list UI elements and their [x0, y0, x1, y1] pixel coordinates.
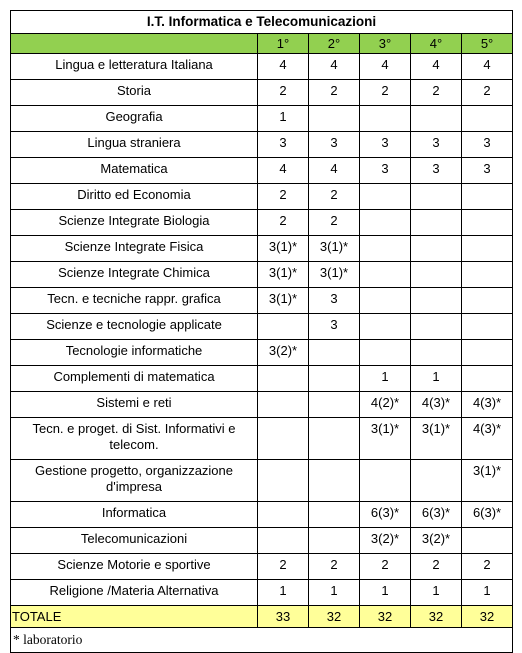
subject-cell: Scienze e tecnologie applicate — [11, 314, 258, 340]
year-header-1: 1° — [258, 34, 309, 54]
hours-cell: 2 — [360, 80, 411, 106]
table-title: I.T. Informatica e Telecomunicazioni — [11, 11, 513, 34]
subject-cell: Scienze Integrate Fisica — [11, 236, 258, 262]
table-row — [11, 392, 513, 418]
hours-cell: 2 — [258, 210, 309, 236]
hours-cell: 1 — [411, 366, 462, 392]
hours-cell — [462, 236, 513, 262]
hours-cell: 4 — [309, 54, 360, 80]
total-hours-cell: 33 — [258, 606, 309, 628]
table-row — [11, 366, 513, 392]
hours-cell — [360, 184, 411, 210]
total-label: TOTALE — [11, 606, 258, 628]
subject-cell: Storia — [11, 80, 258, 106]
hours-cell — [360, 460, 411, 502]
year-header-row — [11, 34, 513, 54]
subject-cell: Telecomunicazioni — [11, 528, 258, 554]
footnote-laboratorio: * laboratorio — [11, 628, 513, 653]
hours-cell — [309, 366, 360, 392]
hours-cell: 3 — [309, 314, 360, 340]
hours-cell: 1 — [360, 366, 411, 392]
hours-cell: 4 — [258, 54, 309, 80]
table-row — [11, 210, 513, 236]
table-row — [11, 288, 513, 314]
hours-cell: 4(3)* — [411, 392, 462, 418]
hours-cell — [462, 262, 513, 288]
hours-cell: 3(1)* — [258, 236, 309, 262]
hours-cell: 6(3)* — [360, 502, 411, 528]
subject-cell: Scienze Integrate Biologia — [11, 210, 258, 236]
hours-cell — [462, 340, 513, 366]
hours-cell: 4 — [411, 54, 462, 80]
hours-cell — [462, 314, 513, 340]
table-row — [11, 184, 513, 210]
hours-cell — [360, 314, 411, 340]
hours-cell — [462, 366, 513, 392]
hours-cell: 2 — [309, 184, 360, 210]
subject-cell: Sistemi e reti — [11, 392, 258, 418]
hours-cell: 3(1)* — [309, 236, 360, 262]
hours-cell — [309, 460, 360, 502]
hours-cell — [258, 366, 309, 392]
hours-cell: 3(2)* — [258, 340, 309, 366]
total-hours-cell: 32 — [360, 606, 411, 628]
total-hours-cell: 32 — [462, 606, 513, 628]
table-row — [11, 528, 513, 554]
table-row — [11, 236, 513, 262]
subject-cell: Gestione progetto, organizzazione d'impresa — [11, 460, 258, 502]
hours-cell: 3 — [360, 158, 411, 184]
hours-cell — [360, 236, 411, 262]
table-title-row — [11, 11, 513, 34]
hours-cell: 3(2)* — [411, 528, 462, 554]
hours-cell: 3(1)* — [309, 262, 360, 288]
hours-cell: 2 — [411, 554, 462, 580]
hours-cell: 3 — [309, 132, 360, 158]
hours-cell: 4(3)* — [462, 392, 513, 418]
subject-cell: Informatica — [11, 502, 258, 528]
table-row — [11, 580, 513, 606]
hours-cell — [360, 262, 411, 288]
hours-cell — [258, 502, 309, 528]
hours-cell: 2 — [462, 554, 513, 580]
hours-cell — [309, 392, 360, 418]
hours-cell: 1 — [258, 580, 309, 606]
hours-cell — [309, 528, 360, 554]
hours-cell: 3 — [411, 158, 462, 184]
footnote-row — [11, 628, 513, 653]
hours-cell: 1 — [309, 580, 360, 606]
hours-cell — [462, 210, 513, 236]
hours-cell — [258, 528, 309, 554]
subject-cell: Complementi di matematica — [11, 366, 258, 392]
table-row — [11, 158, 513, 184]
total-hours-cell: 32 — [309, 606, 360, 628]
hours-cell — [258, 314, 309, 340]
hours-cell: 3 — [309, 288, 360, 314]
curriculum-table — [10, 10, 513, 653]
hours-cell: 2 — [411, 80, 462, 106]
hours-cell: 4(2)* — [360, 392, 411, 418]
hours-cell — [411, 460, 462, 502]
hours-cell — [309, 502, 360, 528]
hours-cell — [411, 314, 462, 340]
hours-cell: 4 — [309, 158, 360, 184]
table-row — [11, 460, 513, 502]
hours-cell: 3(1)* — [411, 418, 462, 460]
subject-cell: Tecn. e proget. di Sist. Informativi e telecom. — [11, 418, 258, 460]
subject-cell: Tecnologie informatiche — [11, 340, 258, 366]
hours-cell — [309, 418, 360, 460]
hours-cell — [411, 210, 462, 236]
subject-cell: Scienze Motorie e sportive — [11, 554, 258, 580]
hours-cell — [462, 106, 513, 132]
hours-cell — [360, 106, 411, 132]
subject-cell: Matematica — [11, 158, 258, 184]
hours-cell — [462, 528, 513, 554]
table-row — [11, 554, 513, 580]
table-row — [11, 418, 513, 460]
hours-cell: 2 — [258, 554, 309, 580]
table-row — [11, 54, 513, 80]
hours-cell: 3(2)* — [360, 528, 411, 554]
subject-cell: Geografia — [11, 106, 258, 132]
hours-cell: 4(3)* — [462, 418, 513, 460]
subject-cell: Diritto ed Economia — [11, 184, 258, 210]
hours-cell — [309, 106, 360, 132]
hours-cell — [258, 392, 309, 418]
subject-cell: Religione /Materia Alternativa — [11, 580, 258, 606]
hours-cell: 2 — [309, 80, 360, 106]
hours-cell: 2 — [360, 554, 411, 580]
header-empty-cell — [11, 34, 258, 54]
hours-cell — [462, 288, 513, 314]
hours-cell: 2 — [258, 184, 309, 210]
hours-cell: 3 — [462, 132, 513, 158]
hours-cell: 1 — [360, 580, 411, 606]
curriculum-table-wrapper — [10, 10, 512, 653]
table-row — [11, 314, 513, 340]
hours-cell: 2 — [258, 80, 309, 106]
hours-cell — [411, 106, 462, 132]
subject-cell: Scienze Integrate Chimica — [11, 262, 258, 288]
hours-cell — [360, 210, 411, 236]
hours-cell: 3(1)* — [462, 460, 513, 502]
hours-cell — [309, 340, 360, 366]
hours-cell: 3(1)* — [258, 288, 309, 314]
hours-cell: 3(1)* — [258, 262, 309, 288]
hours-cell: 1 — [411, 580, 462, 606]
year-header-5: 5° — [462, 34, 513, 54]
hours-cell — [462, 184, 513, 210]
table-row — [11, 132, 513, 158]
year-header-4: 4° — [411, 34, 462, 54]
hours-cell: 3(1)* — [360, 418, 411, 460]
hours-cell: 1 — [462, 580, 513, 606]
hours-cell: 2 — [462, 80, 513, 106]
hours-cell — [360, 340, 411, 366]
table-row — [11, 106, 513, 132]
total-row — [11, 606, 513, 628]
hours-cell: 1 — [258, 106, 309, 132]
hours-cell: 3 — [258, 132, 309, 158]
hours-cell — [411, 184, 462, 210]
hours-cell — [258, 418, 309, 460]
hours-cell — [411, 288, 462, 314]
hours-cell — [411, 340, 462, 366]
year-header-2: 2° — [309, 34, 360, 54]
hours-cell: 6(3)* — [411, 502, 462, 528]
hours-cell: 4 — [258, 158, 309, 184]
hours-cell: 2 — [309, 554, 360, 580]
table-row — [11, 80, 513, 106]
table-row — [11, 340, 513, 366]
hours-cell: 3 — [462, 158, 513, 184]
hours-cell: 4 — [360, 54, 411, 80]
hours-cell — [258, 460, 309, 502]
hours-cell — [411, 236, 462, 262]
subject-cell: Tecn. e tecniche rappr. grafica — [11, 288, 258, 314]
table-row — [11, 262, 513, 288]
subject-cell: Lingua straniera — [11, 132, 258, 158]
hours-cell: 4 — [462, 54, 513, 80]
hours-cell: 6(3)* — [462, 502, 513, 528]
hours-cell — [411, 262, 462, 288]
table-row — [11, 502, 513, 528]
subject-cell: Lingua e letteratura Italiana — [11, 54, 258, 80]
year-header-3: 3° — [360, 34, 411, 54]
hours-cell — [360, 288, 411, 314]
total-hours-cell: 32 — [411, 606, 462, 628]
hours-cell: 3 — [360, 132, 411, 158]
hours-cell: 3 — [411, 132, 462, 158]
hours-cell: 2 — [309, 210, 360, 236]
